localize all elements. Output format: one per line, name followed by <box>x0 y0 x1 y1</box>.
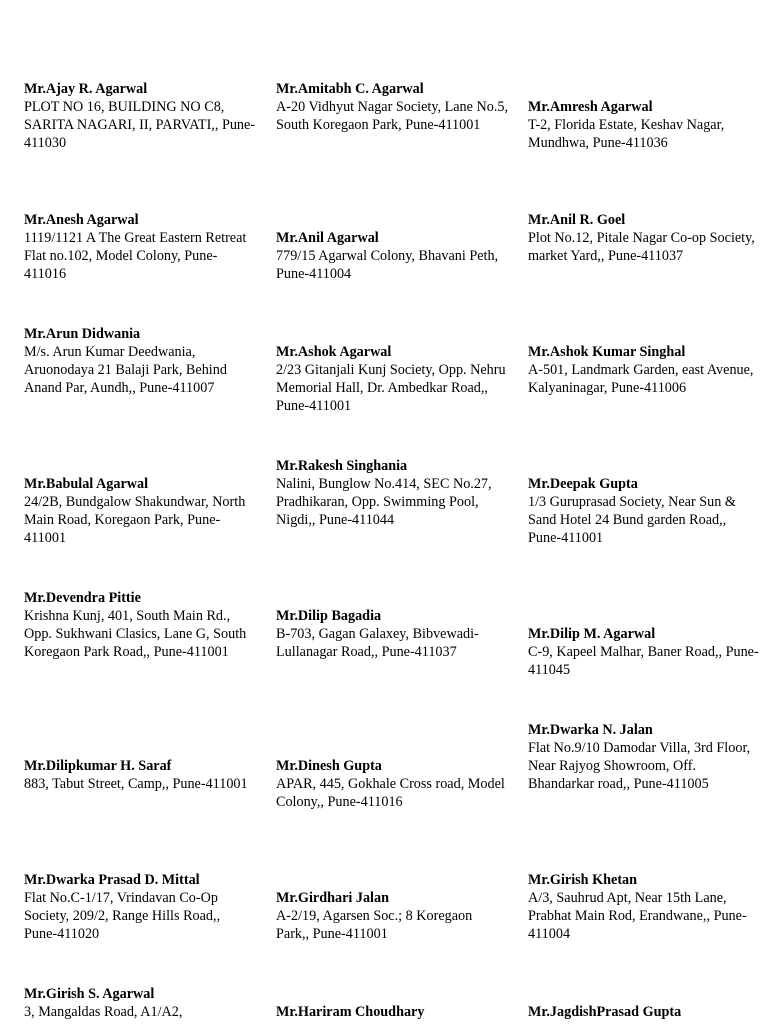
address-label <box>276 229 508 283</box>
recipient-address: 1/3 Guruprasad Society, Near Sun & Sand Hotel 24 Bund garden Road,, Pune-411001 <box>528 494 736 546</box>
address-label <box>24 589 256 661</box>
recipient-address: PLOT NO 16, BUILDING NO C8, SARITA NAGARI, II, PARVATI,, Pune-411030 <box>24 99 256 151</box>
recipient-address: Krishna Kunj, 401, South Main Rd., Opp. Sukhwani Clasics, Lane G, South Koregaon Park Road,, Pune-411001 <box>24 608 247 660</box>
address-label <box>276 343 508 415</box>
recipient-address: 779/15 Agarwal Colony, Bhavani Peth, Pune-411004 <box>276 248 499 282</box>
recipient-address: A-501, Landmark Garden, east Avenue, Kalyaninagar, Pune-411006 <box>528 362 754 396</box>
recipient-name: Mr.Girish Khetan <box>528 872 638 888</box>
recipient-address: Nalini, Bunglow No.414, SEC No.27, Pradhikaran, Opp. Swimming Pool, Nigdi,, Pune-411044 <box>276 476 492 528</box>
address-label <box>528 625 760 679</box>
recipient-name: Mr.Ashok Kumar Singhal <box>528 344 686 360</box>
address-label <box>24 757 256 793</box>
recipient-address: Plot No.12, Pitale Nagar Co-op Society, market Yard,, Pune-411037 <box>528 230 755 264</box>
recipient-name: Mr.Dinesh Gupta <box>276 758 382 774</box>
recipient-name: Mr.Dilip M. Agarwal <box>528 626 656 642</box>
recipient-name: Mr.Ajay R. Agarwal <box>24 81 148 97</box>
address-label <box>276 80 508 134</box>
recipient-name: Mr.Anil Agarwal <box>276 230 379 246</box>
recipient-name: Mr.Anil R. Goel <box>528 212 626 228</box>
recipient-address: B-703, Gagan Galaxey, Bibvewadi-Lullanagar Road,, Pune-411037 <box>276 626 479 660</box>
address-label <box>528 98 760 152</box>
address-label <box>24 871 256 943</box>
address-label <box>24 325 256 397</box>
address-label <box>24 475 256 547</box>
address-label <box>528 1003 760 1021</box>
recipient-address: 24/2B, Bundgalow Shakundwar, North Main Road, Koregaon Park, Pune-411001 <box>24 494 246 546</box>
recipient-name: Mr.Hariram Choudhary <box>276 1004 425 1020</box>
recipient-name: Mr.Dwarka N. Jalan <box>528 722 653 738</box>
recipient-address: A-2/19, Agarsen Soc.; 8 Koregaon Park,, Pune-411001 <box>276 908 473 942</box>
address-label <box>528 475 760 547</box>
recipient-name: Mr.Rakesh Singhania <box>276 458 408 474</box>
address-label <box>24 211 256 283</box>
recipient-name: Mr.Girish S. Agarwal <box>24 986 155 1002</box>
address-label <box>276 889 508 943</box>
recipient-name: Mr.Amresh Agarwal <box>528 99 653 115</box>
recipient-name: Mr.Arun Didwania <box>24 326 141 342</box>
recipient-name: Mr.Amitabh C. Agarwal <box>276 81 424 97</box>
recipient-name: Mr.Girdhari Jalan <box>276 890 389 906</box>
recipient-name: Mr.Deepak Gupta <box>528 476 638 492</box>
address-label <box>528 721 760 793</box>
recipient-address: A/3, Sauhrud Apt, Near 15th Lane, Prabhat Main Rod, Erandwane,, Pune-411004 <box>528 890 747 942</box>
recipient-name: Mr.Dilip Bagadia <box>276 608 382 624</box>
recipient-name: Mr.Dilipkumar H. Saraf <box>24 758 172 774</box>
recipient-name: Mr.Devendra Pittie <box>24 590 141 606</box>
recipient-name: Mr.Anesh Agarwal <box>24 212 139 228</box>
address-label <box>276 457 508 529</box>
address-label <box>528 211 760 265</box>
address-label <box>528 343 760 397</box>
recipient-address: C-9, Kapeel Malhar, Baner Road,, Pune-411045 <box>528 644 759 678</box>
address-label <box>24 80 256 152</box>
address-label <box>276 1003 508 1021</box>
recipient-name: Mr.JagdishPrasad Gupta <box>528 1004 682 1020</box>
recipient-address: Flat No.C-1/17, Vrindavan Co-Op Society, 209/2, Range Hills Road,, Pune-411020 <box>24 890 221 942</box>
recipient-address: APAR, 445, Gokhale Cross road, Model Colony,, Pune-411016 <box>276 776 505 810</box>
recipient-address: Flat No.9/10 Damodar Villa, 3rd Floor, Near Rajyog Showroom, Off. Bhandarkar road,, Pune-411005 <box>528 740 751 792</box>
recipient-name: Mr.Ashok Agarwal <box>276 344 392 360</box>
recipient-address: M/s. Arun Kumar Deedwania, Aruonodaya 21 Balaji Park, Behind Anand Par, Aundh,, Pune-411007 <box>24 344 227 396</box>
recipient-address: 1119/1121 A The Great Eastern Retreat Flat no.102, Model Colony, Pune-411016 <box>24 230 247 282</box>
address-label <box>276 757 508 811</box>
recipient-address: A-20 Vidhyut Nagar Society, Lane No.5, South Koregaon Park, Pune-411001 <box>276 99 509 133</box>
address-label <box>24 985 256 1021</box>
recipient-name: Mr.Babulal Agarwal <box>24 476 149 492</box>
address-label <box>276 607 508 661</box>
recipient-address: T-2, Florida Estate, Keshav Nagar, Mundhwa, Pune-411036 <box>528 117 725 151</box>
recipient-address: 2/23 Gitanjali Kunj Society, Opp. Nehru Memorial Hall, Dr. Ambedkar Road,, Pune-411001 <box>276 362 506 414</box>
address-label <box>528 871 760 943</box>
recipient-address: 3, Mangaldas Road, A1/A2, <box>24 1004 183 1020</box>
recipient-address: 883, Tabut Street, Camp,, Pune-411001 <box>24 776 248 792</box>
recipient-name: Mr.Dwarka Prasad D. Mittal <box>24 872 200 888</box>
